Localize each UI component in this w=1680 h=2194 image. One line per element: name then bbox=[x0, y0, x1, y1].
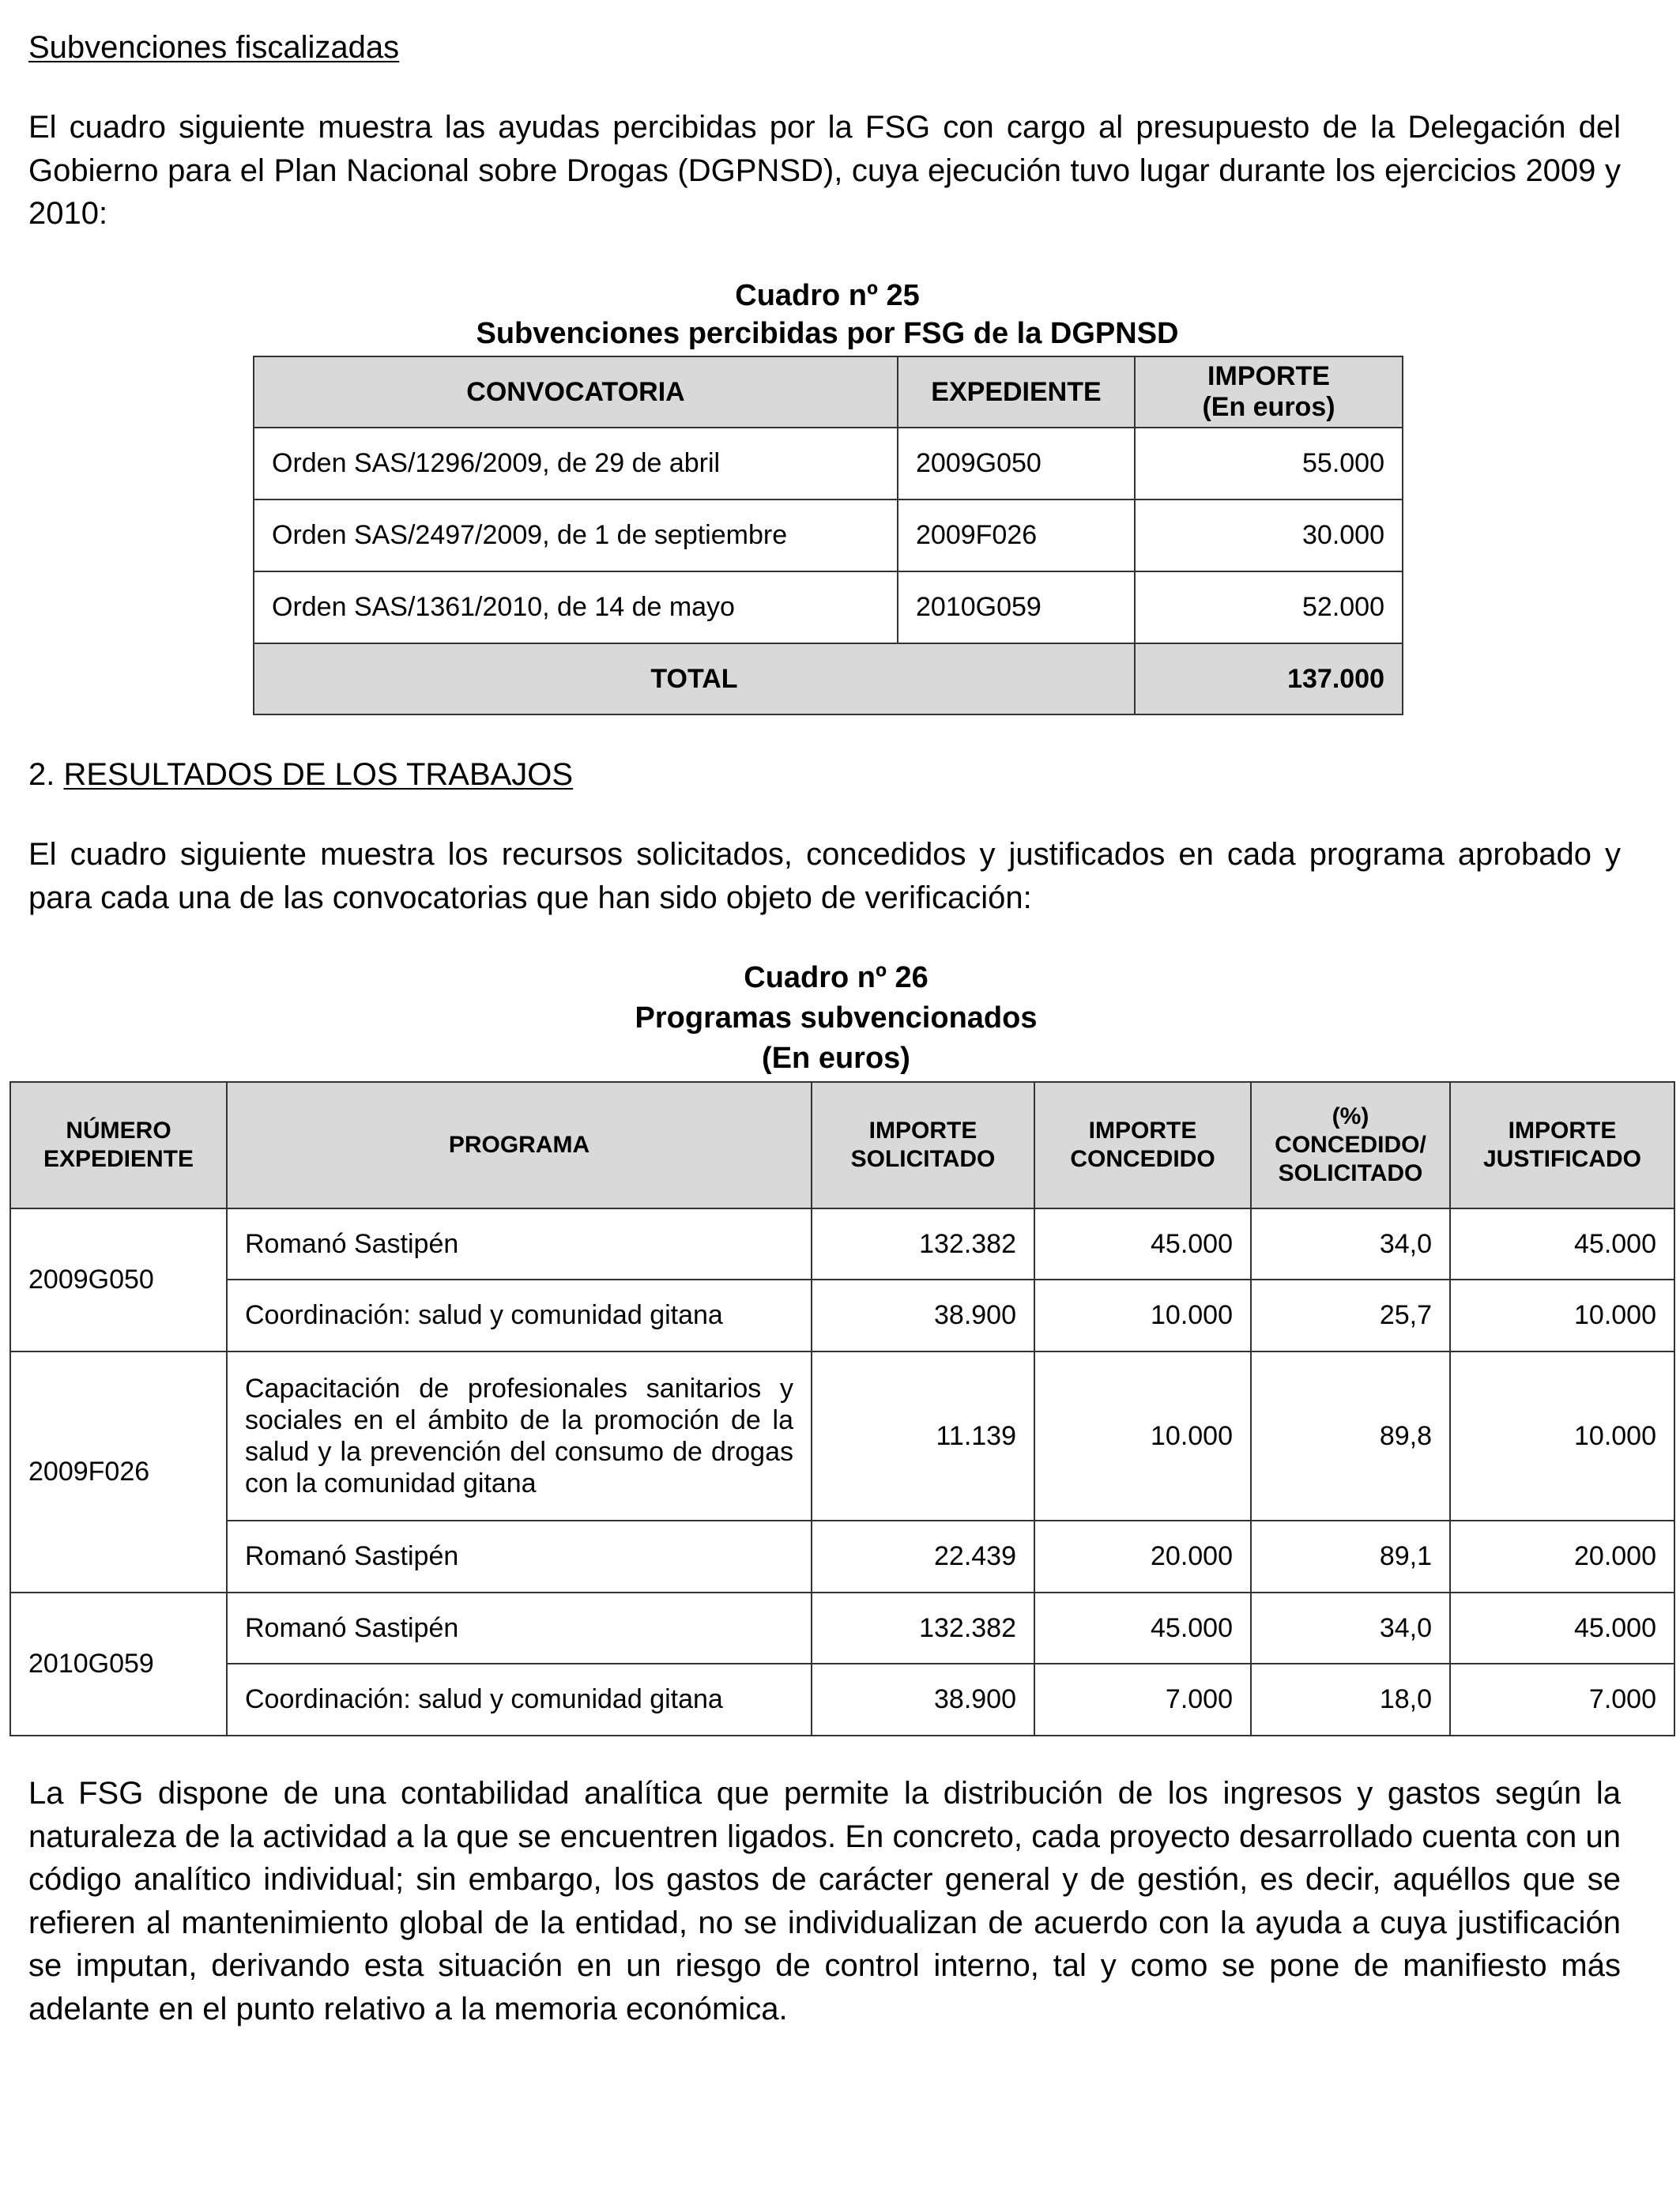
section-number: 2. bbox=[28, 757, 55, 792]
table26-header-justificado bbox=[1450, 1082, 1674, 1208]
programa-cell: Coordinación: salud y comunidad gitana bbox=[227, 1280, 812, 1351]
table-row bbox=[10, 1351, 1674, 1521]
table26-header-numero bbox=[10, 1082, 227, 1208]
results-paragraph: El cuadro siguiente muestra los recursos solicitados, concedidos y justificados en cada programa aprobado y para cada una de las convocatorias que han sido objeto de verificación: bbox=[28, 837, 1621, 915]
table-row bbox=[10, 1664, 1674, 1736]
header-solicitado-l2: SOLICITADO bbox=[850, 1146, 996, 1172]
porcentaje-cell: 25,7 bbox=[1251, 1280, 1450, 1351]
header-pct-l1: (%) bbox=[1332, 1103, 1369, 1129]
importe-cell: 30.000 bbox=[1135, 499, 1403, 571]
expediente-cell: 2010G059 bbox=[10, 1593, 227, 1736]
table26-header-programa: PROGRAMA bbox=[227, 1082, 812, 1208]
total-label: TOTAL bbox=[254, 643, 1135, 714]
section-title: RESULTADOS DE LOS TRABAJOS bbox=[63, 757, 574, 792]
section-heading-resultados bbox=[28, 756, 573, 794]
header-concedido-l2: CONCEDIDO bbox=[1070, 1146, 1215, 1172]
solicitado-cell: 38.900 bbox=[812, 1664, 1034, 1736]
convocatoria-cell: Orden SAS/2497/2009, de 1 de septiembre bbox=[254, 499, 898, 571]
programa-cell: Romanó Sastipén bbox=[227, 1521, 812, 1593]
justificado-cell: 10.000 bbox=[1450, 1280, 1674, 1351]
header-pct-l2: CONCEDIDO/ bbox=[1275, 1132, 1426, 1158]
header-justificado-l2: JUSTIFICADO bbox=[1482, 1146, 1641, 1172]
intro-paragraph: El cuadro siguiente muestra las ayudas percibidas por la FSG con cargo al presupuesto de la Delegación del Gobierno para el Plan Nacional sobre Drogas (DGPNSD), cuya ejecución tuvo lugar durante los ejercicios 2009 y 2010: bbox=[28, 110, 1621, 231]
table25-header-row bbox=[254, 356, 1403, 428]
table25-total-row bbox=[254, 643, 1403, 714]
concedido-cell: 45.000 bbox=[1034, 1593, 1251, 1664]
porcentaje-cell: 18,0 bbox=[1251, 1664, 1450, 1736]
justificado-cell: 45.000 bbox=[1450, 1208, 1674, 1280]
table26-header-solicitado bbox=[812, 1082, 1034, 1208]
table25-header-importe-l2: (En euros) bbox=[1202, 392, 1335, 422]
concedido-cell: 10.000 bbox=[1034, 1351, 1251, 1521]
concedido-cell: 10.000 bbox=[1034, 1280, 1251, 1351]
convocatoria-cell: Orden SAS/1361/2010, de 14 de mayo bbox=[254, 571, 898, 643]
solicitado-cell: 132.382 bbox=[812, 1208, 1034, 1280]
table-row bbox=[254, 499, 1403, 571]
table26-header-porcentaje bbox=[1251, 1082, 1450, 1208]
porcentaje-cell: 89,1 bbox=[1251, 1521, 1450, 1593]
concedido-cell: 7.000 bbox=[1034, 1664, 1251, 1736]
table26-header-row bbox=[10, 1082, 1674, 1208]
table26-caption-title: Programas subvencionados bbox=[635, 1001, 1038, 1035]
table26-caption-number: Cuadro nº 26 bbox=[744, 961, 929, 994]
table26-caption-units: (En euros) bbox=[762, 1042, 910, 1075]
table-row bbox=[10, 1593, 1674, 1664]
justificado-cell: 7.000 bbox=[1450, 1664, 1674, 1736]
table-row bbox=[10, 1280, 1674, 1351]
table-row bbox=[254, 428, 1403, 499]
concedido-cell: 45.000 bbox=[1034, 1208, 1251, 1280]
expediente-cell: 2009G050 bbox=[898, 428, 1135, 499]
solicitado-cell: 22.439 bbox=[812, 1521, 1034, 1593]
header-numero-l2: EXPEDIENTE bbox=[43, 1146, 194, 1172]
header-numero-l1: NÚMERO bbox=[66, 1118, 171, 1144]
table25-header-importe-l1: IMPORTE bbox=[1207, 361, 1330, 391]
table-row bbox=[10, 1521, 1674, 1593]
programa-cell: Capacitación de profesionales sanitarios y sociales en el ámbito de la promoción de la salud y la prevención del consumo de drogas con la comunidad gitana bbox=[227, 1351, 812, 1521]
table-26 bbox=[9, 1081, 1675, 1736]
table25-caption-number: Cuadro nº 25 bbox=[735, 279, 920, 312]
closing-paragraph: La FSG dispone de una contabilidad analítica que permite la distribución de los ingresos y gastos según la naturaleza de la actividad a la que se encuentren ligados. En concreto, cada proyecto desarrollado cuenta con un código analítico individual; sin embargo, los gastos de carácter general y de gestión, es decir, aquéllos que se refieren al mantenimiento global de la entidad, no se individualizan de acuerdo con la ayuda a cuya justificación se imputan, derivando esta situación en un riesgo de control interno, tal y como se pone de manifiesto más adelante en el punto relativo a la memoria económica. bbox=[28, 1776, 1621, 2026]
table25-header-importe bbox=[1135, 356, 1403, 428]
table-25 bbox=[253, 356, 1403, 715]
justificado-cell: 45.000 bbox=[1450, 1593, 1674, 1664]
header-concedido-l1: IMPORTE bbox=[1088, 1118, 1197, 1144]
header-pct-l3: SOLICITADO bbox=[1278, 1160, 1423, 1186]
table25-header-convocatoria: CONVOCATORIA bbox=[254, 356, 898, 428]
header-solicitado-l1: IMPORTE bbox=[868, 1118, 977, 1144]
programa-cell: Romanó Sastipén bbox=[227, 1208, 812, 1280]
solicitado-cell: 38.900 bbox=[812, 1280, 1034, 1351]
section-heading-subvenciones: Subvenciones fiscalizadas bbox=[28, 30, 400, 65]
header-justificado-l1: IMPORTE bbox=[1508, 1118, 1617, 1144]
porcentaje-cell: 34,0 bbox=[1251, 1208, 1450, 1280]
concedido-cell: 20.000 bbox=[1034, 1521, 1251, 1593]
solicitado-cell: 132.382 bbox=[812, 1593, 1034, 1664]
porcentaje-cell: 89,8 bbox=[1251, 1351, 1450, 1521]
table-row bbox=[10, 1208, 1674, 1280]
expediente-cell: 2009F026 bbox=[898, 499, 1135, 571]
programa-cell: Coordinación: salud y comunidad gitana bbox=[227, 1664, 812, 1736]
importe-cell: 55.000 bbox=[1135, 428, 1403, 499]
table25-header-expediente: EXPEDIENTE bbox=[898, 356, 1135, 428]
expediente-cell: 2009G050 bbox=[10, 1208, 227, 1351]
table-row bbox=[254, 571, 1403, 643]
programa-cell: Romanó Sastipén bbox=[227, 1593, 812, 1664]
table26-header-concedido bbox=[1034, 1082, 1251, 1208]
total-value: 137.000 bbox=[1135, 643, 1403, 714]
justificado-cell: 10.000 bbox=[1450, 1351, 1674, 1521]
importe-cell: 52.000 bbox=[1135, 571, 1403, 643]
expediente-cell: 2010G059 bbox=[898, 571, 1135, 643]
porcentaje-cell: 34,0 bbox=[1251, 1593, 1450, 1664]
solicitado-cell: 11.139 bbox=[812, 1351, 1034, 1521]
table25-caption-title: Subvenciones percibidas por FSG de la DGPNSD bbox=[476, 317, 1179, 350]
expediente-cell: 2009F026 bbox=[10, 1351, 227, 1593]
convocatoria-cell: Orden SAS/1296/2009, de 29 de abril bbox=[254, 428, 898, 499]
justificado-cell: 20.000 bbox=[1450, 1521, 1674, 1593]
